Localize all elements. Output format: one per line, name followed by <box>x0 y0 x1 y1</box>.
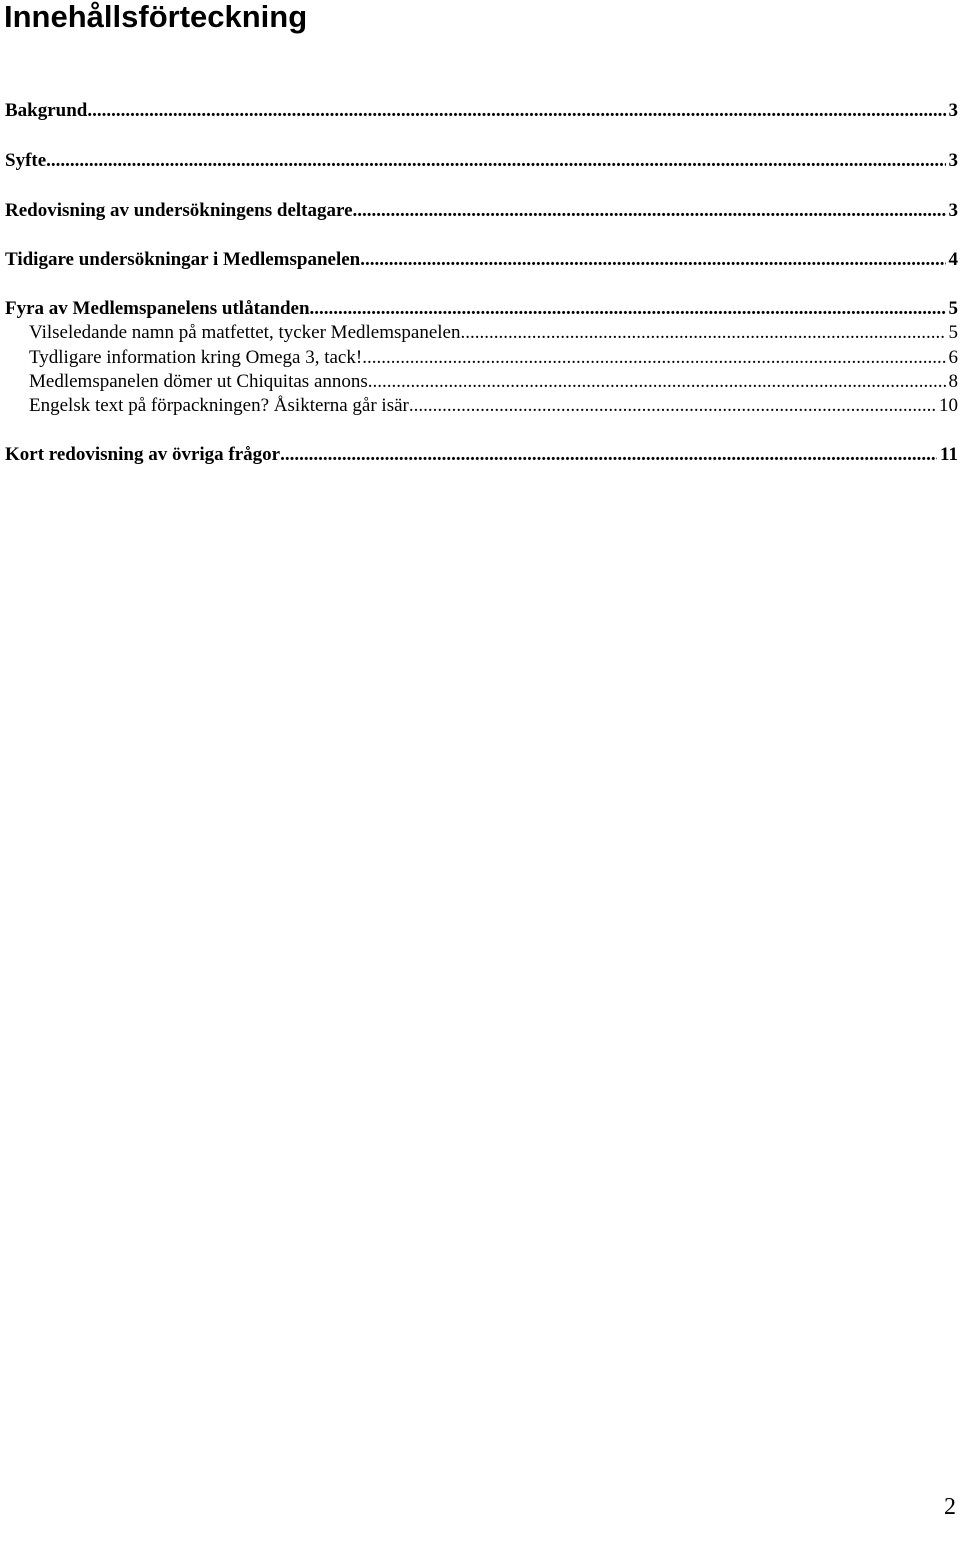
toc-entry-tidigare-undersokningar[interactable] <box>5 249 958 271</box>
toc-entry-kort-redovisning[interactable] <box>5 444 958 466</box>
toc-leader-dots <box>460 322 945 344</box>
toc-leader-dots <box>280 444 937 466</box>
toc-leader-dots <box>353 200 946 222</box>
toc-leader-dots <box>46 150 945 172</box>
toc-entry-label: Tidigare undersökningar i Medlemspanelen <box>5 249 361 270</box>
toc-entry-page: 4 <box>948 249 958 270</box>
toc-leader-dots <box>409 395 936 417</box>
toc-entry-chiquita-annons[interactable] <box>29 371 958 393</box>
toc-leader-dots <box>368 371 946 393</box>
toc-entry-engelsk-text[interactable] <box>29 395 958 417</box>
toc-entry-page: 3 <box>948 200 958 221</box>
toc-entry-label: Medlemspanelen dömer ut Chiquitas annons <box>29 371 368 392</box>
toc-entry-label: Vilseledande namn på matfettet, tycker Medlemspanelen <box>29 322 461 343</box>
toc-leader-dots <box>310 298 946 320</box>
page-number: 2 <box>944 1494 956 1520</box>
toc-leader-dots <box>360 249 945 271</box>
toc-entry-page: 11 <box>940 444 958 465</box>
toc-entry-page: 6 <box>948 347 958 368</box>
toc-entry-label: Engelsk text på förpackningen? Åsikterna går isär <box>29 395 409 416</box>
toc-entry-label: Fyra av Medlemspanelens utlåtanden <box>5 298 310 319</box>
toc-entry-page: 10 <box>939 395 958 416</box>
toc-entry-label: Syfte <box>5 150 47 171</box>
toc-entry-label: Kort redovisning av övriga frågor <box>5 444 281 465</box>
toc-entry-label: Tydligare information kring Omega 3, tack! <box>29 347 363 368</box>
toc-entry-bakgrund[interactable] <box>5 100 958 122</box>
toc-leader-dots <box>87 100 945 122</box>
page-title: Innehållsförteckning <box>4 0 308 34</box>
toc-entry-vilseledande-namn[interactable] <box>29 322 958 344</box>
toc-entry-fyra-utlatanden[interactable] <box>5 298 958 320</box>
toc-entry-page: 8 <box>948 371 958 392</box>
toc-entry-redovisning[interactable] <box>5 200 958 222</box>
toc-entry-label: Bakgrund <box>5 100 88 121</box>
toc-leader-dots <box>362 347 945 369</box>
toc-entry-page: 5 <box>948 298 958 319</box>
toc-entry-syfte[interactable] <box>5 150 958 172</box>
toc-entry-page: 3 <box>948 150 958 171</box>
toc-entry-page: 3 <box>948 100 958 121</box>
toc-entry-omega-3[interactable] <box>29 347 958 369</box>
toc-entry-page: 5 <box>948 322 958 343</box>
toc-entry-label: Redovisning av undersökningens deltagare <box>5 200 353 221</box>
